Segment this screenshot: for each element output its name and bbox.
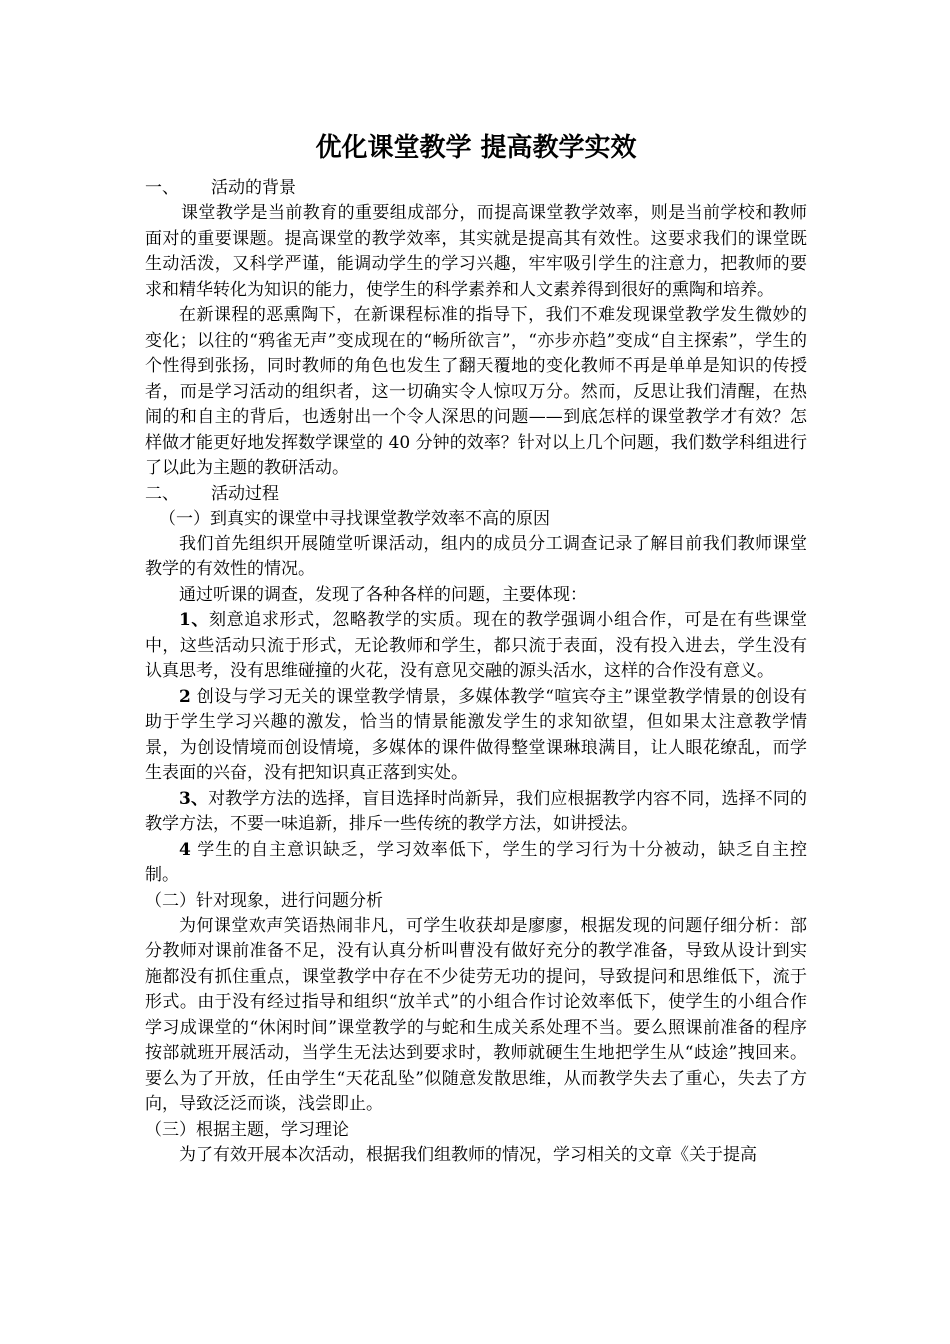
item-number: 1、 bbox=[179, 610, 210, 630]
item-number: 4 bbox=[179, 839, 191, 860]
paragraph: 在新课程的恶熏陶下，在新课程标准的指导下，我们不难发现课堂教学发生微妙的变化；以往的“鸦雀无声”变成现在的“畅所欲言”，“亦步亦趋”变成“自主探索”，学生的个性得到张扬，同时教师的角色也发生了翻天覆地的变化教师不再是单单是知识的传授者，而是学习活动的组织者，这一切确实令人惊叹万分。然而，反思让我们清醒，在热闹的和自主的背后，也透射出一个令人深思的问题——到底怎样的课堂教学才有效？怎样做才能更好地发挥数学课堂的 40 分钟的效率？针对以上几个问题，我们数学科组进行了以此为主题的教研活动。 bbox=[145, 305, 807, 478]
subsection-heading: （二）针对现象，进行问题分析 bbox=[145, 890, 383, 911]
paragraph: 为何课堂欢声笑语热闹非凡，可学生收获却是廖廖，根据发现的问题仔细分析：部分教师对课前准备不足，没有认真分析叫曹没有做好充分的教学准备，导致从设计到实施都没有抓住重点，课堂教学中存在不少徒劳无功的提问，导致提问和思维低下，流于形式。由于没有经过指导和组织“放羊式”的小组合作讨论效率低下，使学生的小组合作学习成课堂的“休闲时间”课堂教学的与蛇和生成关系处理不当。要么照课前准备的程序按部就班开展活动，当学生无法达到要求时，教师就硬生生地把学生从“歧途”拽回来。要么为了开放，任由学生“天花乱坠”似随意发散思维，从而教学失去了重心，失去了方向，导致泛泛而谈，浅尝即止。 bbox=[145, 915, 807, 1114]
list-item: 3、对教学方法的选择，盲目选择时尚新异，我们应根据教学内容不同，选择不同的教学方法，不要一味追新，排斥一些传统的教学方法，如讲授法。 bbox=[145, 788, 807, 834]
section-title: 活动过程 bbox=[211, 483, 279, 504]
item-number: 2 bbox=[179, 686, 191, 707]
list-item: 4 学生的自主意识缺乏，学习效率低下，学生的学习行为十分被动，缺乏自主控制。 bbox=[145, 839, 808, 885]
paragraph: 通过听课的调查，发现了各种各样的问题，主要体现： bbox=[179, 584, 587, 605]
paragraph: 我们首先组织开展随堂听课活动，组内的成员分工调查记录了解目前我们教师课堂教学的有效性的情况。 bbox=[145, 533, 807, 579]
paragraph: 为了有效开展本次活动，根据我们组教师的情况，学习相关的文章《关于提高 bbox=[179, 1144, 757, 1165]
list-item: 2 创设与学习无关的课堂教学情景，多媒体教学“喧宾夺主”课堂教学情景的创设有助于学生学习兴趣的激发，恰当的情景能激发学生的求知欲望，但如果太注意教学情景，为创设情境而创设情境，多媒体的课件做得整堂课琳琅满目，让人眼花缭乱，而学生表面的兴奋，没有把知识真正落到实处。 bbox=[145, 686, 808, 783]
section-number: 一、 bbox=[145, 178, 179, 198]
paragraph: 课堂教学是当前教育的重要组成部分，而提高课堂教学效率，则是当前学校和教师面对的重要课题。提高课堂的教学效率，其实就是提高其有效性。这要求我们的课堂既生动活泼，又科学严谨，能调动学生的学习兴趣，牢牢吸引学生的注意力，把教师的要求和精华转化为知识的能力，使学生的科学素养和人文素养得到很好的熏陶和培养。 bbox=[145, 203, 807, 300]
subsection-heading: （一）到真实的课堂中寻找课堂教学效率不高的原因 bbox=[159, 508, 550, 529]
document-page bbox=[145, 130, 807, 1168]
section-title: 活动的背景 bbox=[211, 178, 296, 198]
list-item: 1、刻意追求形式，忽略教学的实质。现在的教学强调小组合作，可是在有些课堂中，这些活动只流于形式，无论教师和学生，都只流于表面，没有投入进去，学生没有认真思考，没有思维碰撞的火花，没有意见交融的源头活水，这样的合作没有意义。 bbox=[145, 610, 807, 681]
document-title: 优化课堂教学 提高教学实效 bbox=[315, 133, 637, 163]
subsection-heading: （三）根据主题，学习理论 bbox=[145, 1119, 349, 1140]
item-number: 3、 bbox=[179, 788, 209, 809]
section-number: 二、 bbox=[145, 483, 179, 504]
section-heading-process bbox=[145, 482, 807, 507]
section-heading-background bbox=[145, 176, 807, 201]
